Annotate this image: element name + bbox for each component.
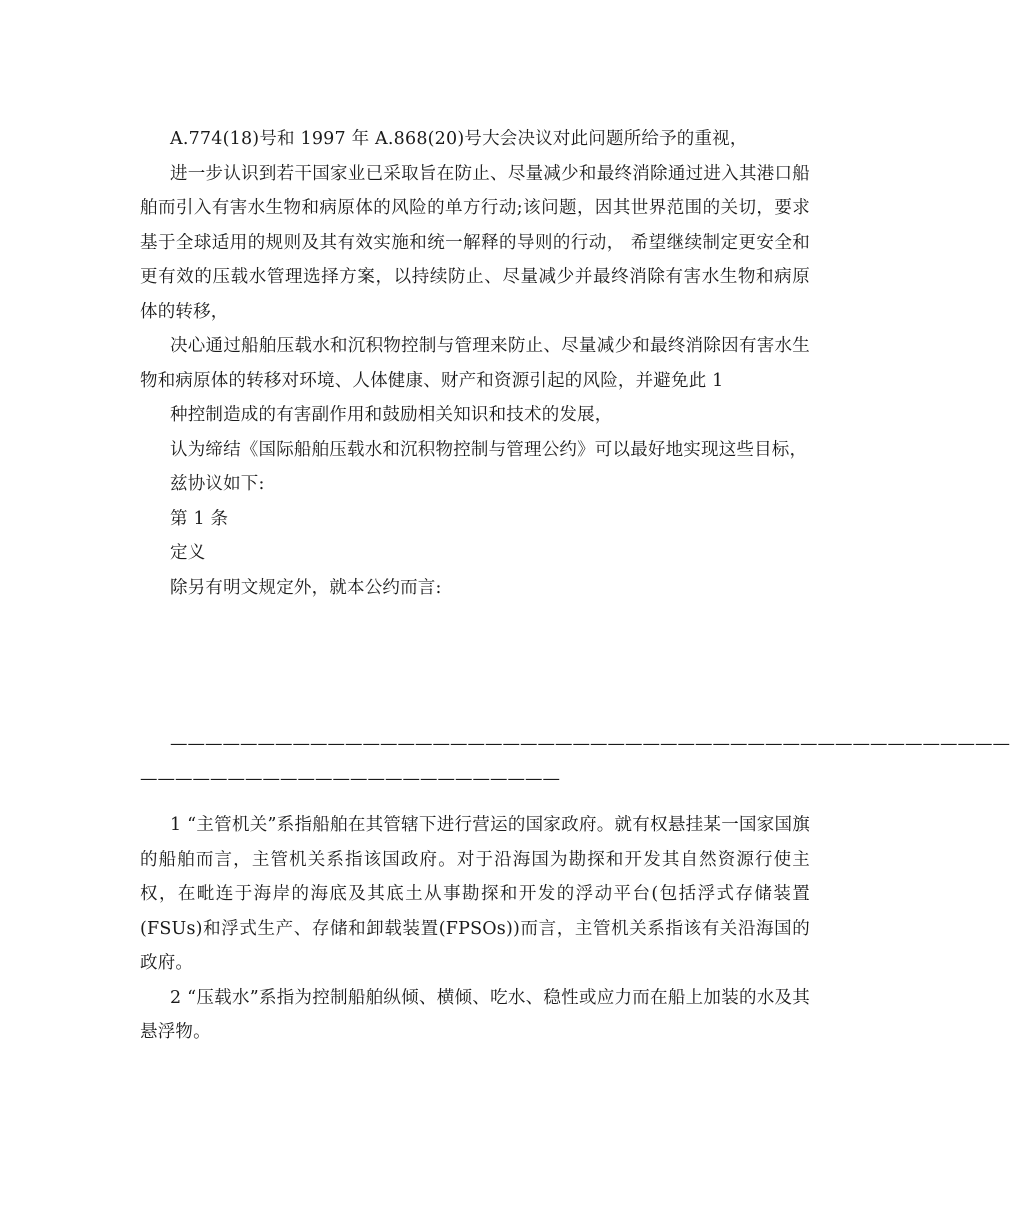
paragraph-unilateral-action: 进一步认识到若干国家业已采取旨在防止、尽量减少和最终消除通过进入其港口船舶而引入有害水生物和病原体的风险的单方行动;该问题，因其世界范围的关切，要求基于全球适用的规则及其有效实施和统一解释的导则的行动， 希望继续制定更安全和更有效的压载水管理选择方案，以持续防止、尽量减少并最终消除有害水生物和病原体的转移， bbox=[140, 163, 810, 322]
paragraph-agreed: 兹协议如下: bbox=[170, 474, 265, 494]
separator-line-1: ———————————————————————————————————————————————— bbox=[170, 734, 1010, 754]
definition-administration: 1 “主管机关”系指船舶在其管辖下进行营运的国家政府。就有权悬挂某一国家国旗的船舶而言，主管机关系指该国政府。对于沿海国为勘探和开发其自然资源行使主权，在毗连于海岸的海底及其底土从事勘探和开发的浮动平台(包括浮式存储装置(FSUs)和浮式生产、存储和卸载装置(FPSOs))而言，主管机关系指该有关沿海国的政府。 bbox=[140, 815, 810, 973]
paragraph-purpose: 除另有明文规定外，就本公约而言: bbox=[170, 577, 442, 598]
preamble-section bbox=[140, 122, 810, 605]
definitions-section bbox=[140, 808, 810, 1050]
article-title: 定义 bbox=[170, 543, 206, 563]
paragraph-side-effects: 种控制造成的有害副作用和鼓励相关知识和技术的发展， bbox=[170, 405, 613, 425]
definition-ballast-water: 2 “压载水”系指为控制船舶纵倾、横倾、吃水、稳性或应力而在船上加装的水及其悬浮物。 bbox=[140, 987, 810, 1042]
paragraph-convention: 认为缔结《国际船舶压载水和沉积物控制与管理公约》可以最好地实现这些目标， bbox=[170, 439, 808, 460]
paragraph-resolutions: A.774(18)号和 1997 年 A.868(20)号大会决议对此问题所给予的重视， bbox=[170, 129, 748, 149]
separator-rule bbox=[140, 727, 1010, 796]
article-heading: 第 1 条 bbox=[170, 508, 229, 529]
separator-line-2: ———————————————————————— bbox=[140, 768, 560, 789]
paragraph-determined: 决心通过船舶压载水和沉积物控制与管理来防止、尽量减少和最终消除因有害水生物和病原体的转移对环境、人体健康、财产和资源引起的风险，并避免此 1 bbox=[140, 336, 810, 391]
